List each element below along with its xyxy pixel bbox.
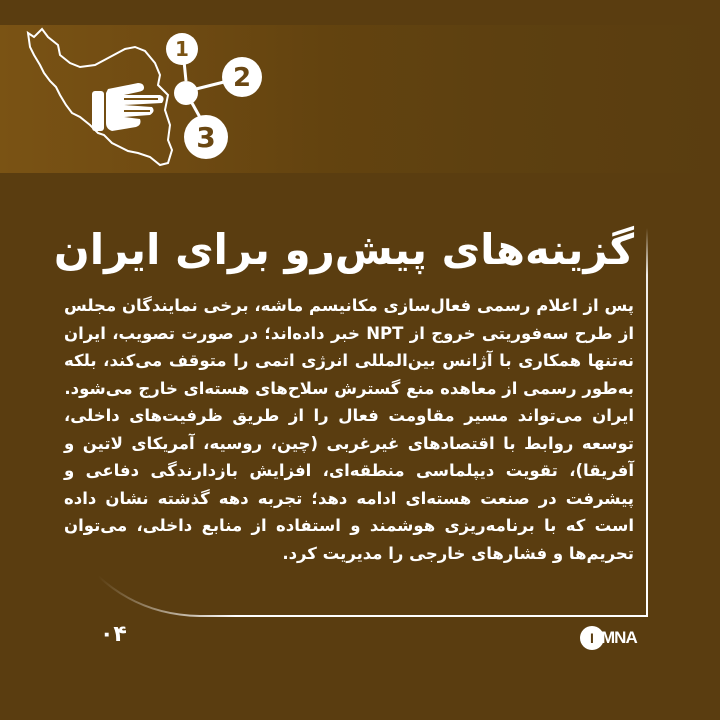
option-1-label: 1	[175, 37, 189, 61]
article-body	[64, 292, 634, 567]
frame-bottom-line	[60, 570, 650, 618]
paragraph-2: ایران می‌تواند مسیر مقاومت فعال را از طریق ظرفیت‌های داخلی، توسعه روابط با اقتصادهای غیرغربی (چین، روسیه، آمریکای لاتین و آفریقا)، تقویت دیپلماسی منطقه‌ای، افزایش بازدارندگی دفاعی و پیشرفت در صنعت هسته‌ای ادامه دهد؛ تجربه دهه گذشته نشان داده است که با برنامه‌ریزی هوشمند و استفاده از منابع داخلی، می‌توان تحریم‌ها و فشارهای خارجی را مدیریت کرد.	[64, 406, 634, 563]
option-3-label: 3	[196, 121, 216, 154]
paragraph-1: پس از اعلام رسمی فعال‌سازی مکانیسم ماشه، برخی نمایندگان مجلس از طرح سه‌فوریتی خروج از NPT خبر داده‌اند؛ در صورت تصویب، ایران نه‌تنها همکاری با آژانس بین‌المللی انرژی اتمی را متوقف می‌کند، بلکه به‌طور رسمی از معاهده منع گسترش سلاح‌های هسته‌ای خارج می‌شود.	[64, 296, 634, 398]
option-2-label: 2	[232, 63, 252, 93]
page-title: گزینه‌های پیش‌رو برای ایران	[53, 225, 634, 274]
logo-text: MNA	[601, 628, 637, 647]
logo-circle-icon: I	[580, 626, 604, 650]
page-number: ۰۴	[100, 622, 127, 647]
frame-right-line	[646, 228, 648, 617]
iran-options-icon	[20, 25, 270, 175]
imna-logo	[580, 624, 642, 652]
